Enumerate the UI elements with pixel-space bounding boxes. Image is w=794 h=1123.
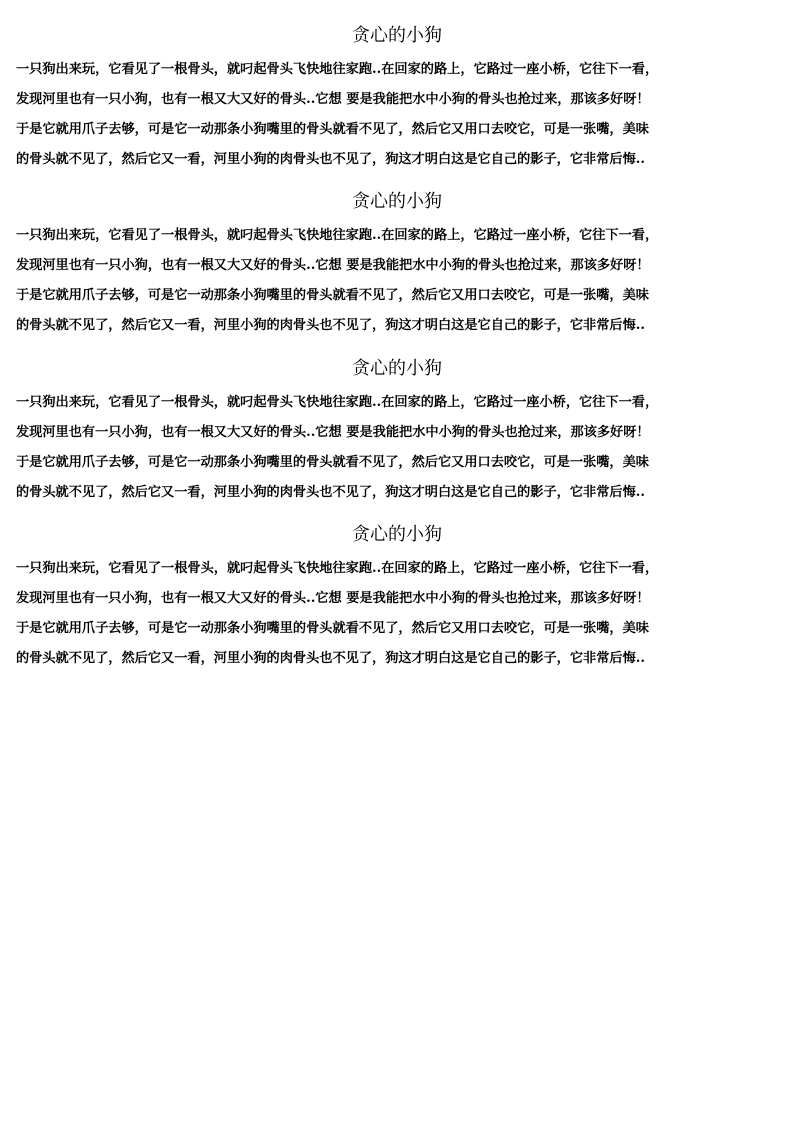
story-line: 一只狗出来玩，它看见了一根骨头，就叼起骨头飞快地往家跑..在回家的路上，它路过一座小桥，它往下一看， xyxy=(16,395,659,410)
story-line: 发现河里也有一只小狗，也有一根又大又好的骨头..它想 要是我能把水中小狗的骨头也抢过来，那该多好呀！ xyxy=(16,92,650,107)
story-line: 的骨头就不见了，然后它又一看，河里小狗的肉骨头也不见了，狗这才明白这是它自己的影子，它非常后悔.. xyxy=(16,485,645,500)
story-line: 发现河里也有一只小狗，也有一根又大又好的骨头..它想 要是我能把水中小狗的骨头也抢过来，那该多好呀！ xyxy=(16,425,650,440)
story-title: 贪心的小狗 xyxy=(352,25,442,46)
story-title: 贪心的小狗 xyxy=(352,191,442,212)
story-line: 一只狗出来玩，它看见了一根骨头，就叼起骨头飞快地往家跑..在回家的路上，它路过一座小桥，它往下一看， xyxy=(16,62,659,77)
story-line: 于是它就用爪子去够，可是它一动那条小狗嘴里的骨头就看不见了，然后它又用口去咬它，可是一张嘴，美味 xyxy=(16,621,649,636)
story-line: 发现河里也有一只小狗，也有一根又大又好的骨头..它想 要是我能把水中小狗的骨头也抢过来，那该多好呀！ xyxy=(16,591,650,606)
story-line: 的骨头就不见了，然后它又一看，河里小狗的肉骨头也不见了，狗这才明白这是它自己的影子，它非常后悔.. xyxy=(16,152,645,167)
story-line: 的骨头就不见了，然后它又一看，河里小狗的肉骨头也不见了，狗这才明白这是它自己的影子，它非常后悔.. xyxy=(16,651,645,666)
story-title: 贪心的小狗 xyxy=(352,524,442,545)
story-line: 的骨头就不见了，然后它又一看，河里小狗的肉骨头也不见了，狗这才明白这是它自己的影子，它非常后悔.. xyxy=(16,318,645,333)
story-line: 于是它就用爪子去够，可是它一动那条小狗嘴里的骨头就看不见了，然后它又用口去咬它，可是一张嘴，美味 xyxy=(16,455,649,470)
story-title: 贪心的小狗 xyxy=(352,358,442,379)
story-line: 一只狗出来玩，它看见了一根骨头，就叼起骨头飞快地往家跑..在回家的路上，它路过一座小桥，它往下一看， xyxy=(16,228,659,243)
story-line: 于是它就用爪子去够，可是它一动那条小狗嘴里的骨头就看不见了，然后它又用口去咬它，可是一张嘴，美味 xyxy=(16,288,649,303)
story-line: 发现河里也有一只小狗，也有一根又大又好的骨头..它想 要是我能把水中小狗的骨头也抢过来，那该多好呀！ xyxy=(16,258,650,273)
story-line: 一只狗出来玩，它看见了一根骨头，就叼起骨头飞快地往家跑..在回家的路上，它路过一座小桥，它往下一看， xyxy=(16,561,659,576)
story-line: 于是它就用爪子去够，可是它一动那条小狗嘴里的骨头就看不见了，然后它又用口去咬它，可是一张嘴，美味 xyxy=(16,122,649,137)
